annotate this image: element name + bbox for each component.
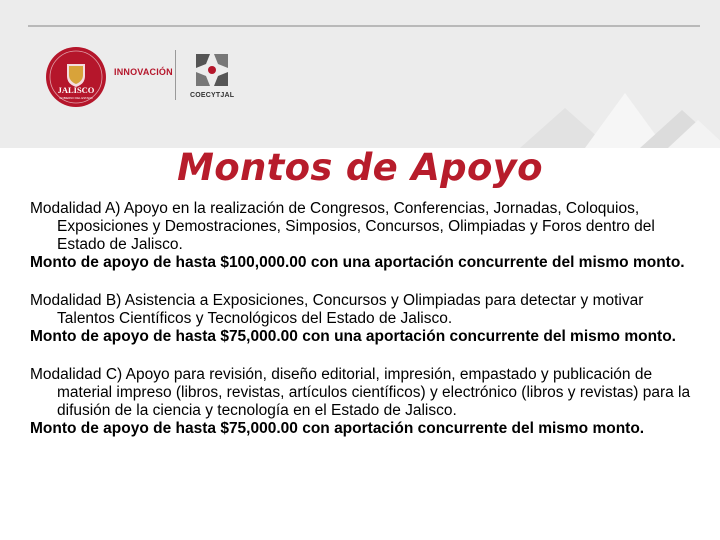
- section-spacer: [30, 346, 698, 366]
- coecytjal-logo: [192, 50, 232, 90]
- header-band: [0, 0, 720, 148]
- section-spacer: [30, 272, 698, 292]
- innovacion-label: INNOVACIÓN: [114, 67, 173, 77]
- modalidad-a-text: Modalidad A) Apoyo en la realización de Congresos, Conferencias, Jornadas, Coloquios, Exposiciones y Demostraciones, Simposios, Concursos, Olimpiadas y Foros dentro del Estado de Jalisco.: [30, 200, 655, 253]
- page-title: Montos de Apoyo: [177, 146, 543, 189]
- modalidad-c-text: Modalidad C) Apoyo para revisión, diseño editorial, impresión, empastado y publicación de material impreso (libros, revistas, artículos científicos) y electrónico (libros y revistas) para la difusión de la ciencia y tecnología en el Estado de Jalisco.: [30, 366, 691, 419]
- coecytjal-label: COECYTJAL: [190, 92, 235, 99]
- monto-b-text: Monto de apoyo de hasta $75,000.00 con una aportación concurrente del mismo monto.: [30, 328, 676, 345]
- modalidad-b-text: Modalidad B) Asistencia a Exposiciones, Concursos y Olimpiadas para detectar y motivar Talentos Científicos y Tecnológicos del Estado de Jalisco.: [30, 292, 644, 327]
- jalisco-logo-tagline: GOBIERNO DEL ESTADO: [59, 96, 93, 100]
- decorative-triangle: [668, 120, 720, 148]
- jalisco-logo-name: JALISCO: [57, 85, 95, 95]
- monto-a-text: Monto de apoyo de hasta $100,000.00 con una aportación concurrente del mismo monto.: [30, 254, 685, 271]
- header-rule: [28, 25, 700, 27]
- jalisco-logo: [45, 46, 107, 108]
- logo-divider: [175, 50, 176, 100]
- monto-c-text: Monto de apoyo de hasta $75,000.00 con aportación concurrente del mismo monto.: [30, 420, 645, 437]
- body-content: [30, 200, 698, 438]
